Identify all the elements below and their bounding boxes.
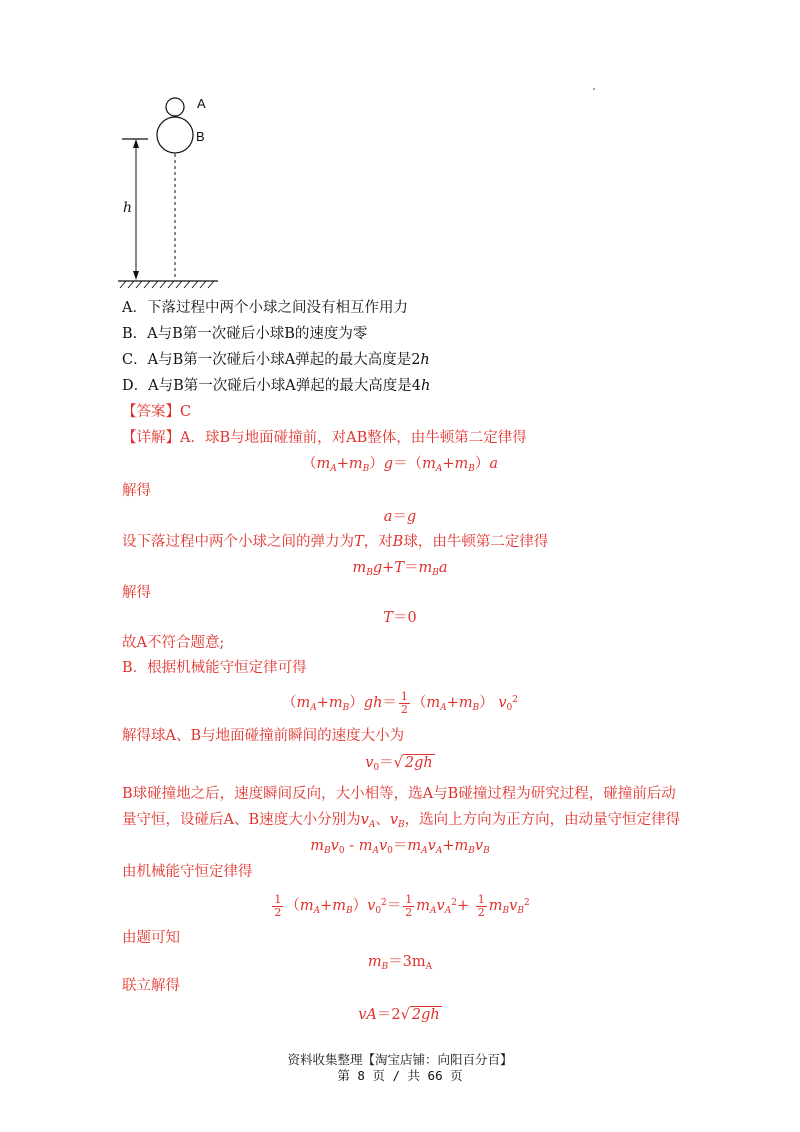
solution-line-8: B球碰撞地之后，速度瞬间反向，大小相等，选A与B碰撞过程为研究过程，碰撞前后动	[122, 786, 676, 802]
solution-line-12: 联立解得	[122, 978, 180, 994]
equation-8: $\frac{1}{2}$ $(m_A+m_B)v_0^2=$ $\frac{1}{2}$ $m_Av_A^2+$ $\frac{1}{2}$ $m_Bv_B^2$	[274, 892, 530, 919]
equation-1: $(m_A+m_B)g=(m_A+m_B)a$	[301, 456, 498, 474]
equation-10: vA＝2√ 2gh	[358, 1007, 440, 1023]
equation-6: $v_0=√$ 2gh	[365, 755, 433, 773]
height-label: h	[123, 200, 133, 216]
option-b: B．A与B第一次碰后小球B的速度为零	[122, 326, 368, 342]
equation-4: T＝0	[383, 610, 417, 626]
page-number: 第 8 页 / 共 66 页	[337, 1068, 463, 1083]
equation-3: $m_Bg+T=m_Ba$	[352, 560, 448, 578]
falling-balls-diagram	[118, 92, 228, 292]
ball-a-label: A	[197, 96, 206, 111]
solution-line-10: 由机械能守恒定律得	[122, 864, 253, 880]
ball-b-label: B	[196, 129, 205, 144]
option-c: C．A与B第一次碰后小球A弹起的最大高度是2h	[122, 352, 430, 368]
ball-b	[157, 117, 193, 153]
solution-line-11: 由题可知	[122, 930, 180, 946]
equation-7: $m_Bv_0 - m_Av_0=m_Av_A+m_Bv_B$	[310, 838, 490, 856]
stray-dot	[593, 88, 595, 90]
solution-line-6: B．根据机械能守恒定律可得	[122, 660, 307, 676]
ball-a	[166, 98, 184, 116]
equation-5: $(m_A+m_B)gh=$ $\frac{1}{2}$ $(m_A+m_B)$ $v_0^2$	[282, 689, 518, 716]
option-d: D．A与B第一次碰后小球A弹起的最大高度是4h	[122, 378, 431, 394]
solution-line-9: 量守恒，设碰后A、B速度大小分别为$v_A$、$v_B$，选向上方向为正方向，由动量守恒定律得	[122, 812, 681, 830]
answer: 【答案】C	[122, 404, 192, 420]
solution-line-5: 故A不符合题意;	[122, 635, 225, 651]
equation-2: a＝g	[383, 509, 417, 525]
option-a: A．下落过程中两个小球之间没有相互作用力	[122, 300, 408, 316]
solution-line-7: 解得球A、B与地面碰撞前瞬间的速度大小为	[122, 728, 405, 744]
solution-line-1: 【详解】A．球B与地面碰撞前，对AB整体，由牛顿第二定律得	[122, 430, 527, 446]
footer-source: 资料收集整理【淘宝店铺：向阳百分百】	[287, 1052, 513, 1067]
solution-line-4: 解得	[122, 585, 151, 601]
solution-line-2: 解得	[122, 483, 151, 499]
equation-9: $m_B=3m_A$	[367, 954, 433, 972]
solution-line-3: 设下落过程中两个小球之间的弹力为T，对B球，由牛顿第二定律得	[122, 534, 549, 550]
